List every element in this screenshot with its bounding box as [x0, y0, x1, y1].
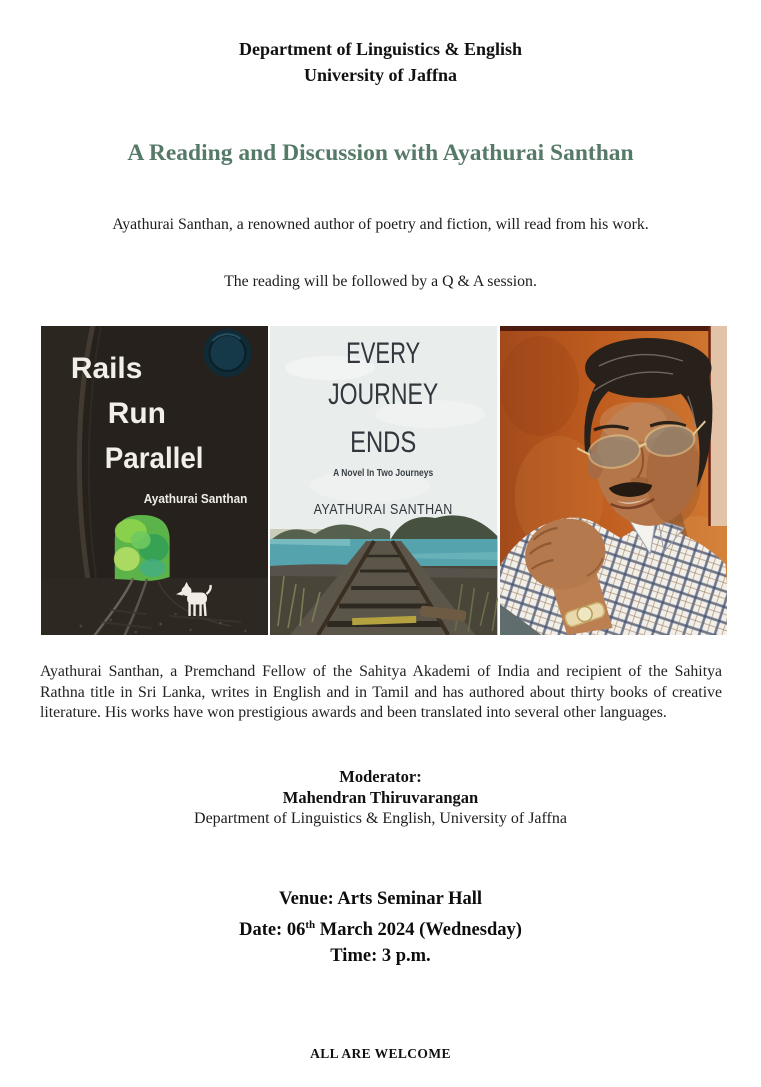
book1-title-word-3: Parallel: [104, 441, 204, 476]
moderator-name: Mahendran Thiruvarangan: [282, 788, 479, 807]
book-cover-journey-art: [270, 326, 497, 635]
wall-top-edge: [500, 326, 727, 331]
book2-title-word-2: JOURNEY: [328, 378, 439, 411]
author-photo-art: [500, 326, 727, 635]
author-bio: Ayathurai Santhan, a Premchand Fellow of the Sahitya Akademi of India and recipient of the Sahitya Rathna title in Sri Lanka, writes in English and in Tamil and has authored about thirty books of creative literature. His works have won prestigious awards and been translated into several other languages.: [40, 663, 722, 722]
event-time: Time: 3 p.m.: [330, 946, 431, 967]
event-date: [0, 912, 761, 943]
book-cover-rails-art: [41, 326, 268, 635]
header: [0, 36, 761, 88]
author-photo: [500, 326, 727, 635]
book2-subtitle: A Novel In Two Journeys: [333, 467, 434, 479]
image-strip: [41, 326, 727, 635]
seal-stamp: [204, 329, 252, 377]
event-venue: Venue: Arts Seminar Hall: [279, 889, 482, 909]
footer-welcome: ALL ARE WELCOME: [310, 1046, 451, 1061]
book1-author: Ayathurai Santhan: [143, 490, 248, 507]
event-title: A Reading and Discussion with Ayathurai Santhan: [127, 140, 634, 166]
tunnel-floor: [41, 578, 268, 635]
moderator-affiliation: Department of Linguistics & English, University of Jaffna: [194, 810, 567, 827]
header-university: University of Jaffna: [304, 65, 457, 85]
intro-line-2: The reading will be followed by a Q & A session.: [224, 273, 537, 290]
event-date-prefix: Date: 06: [239, 920, 306, 941]
book2-title-word-1: EVERY: [346, 337, 421, 370]
event-details: [0, 886, 761, 969]
book1-title-word-2: Run: [107, 396, 166, 431]
book1-title-word-1: Rails: [70, 351, 143, 386]
door-frame: [709, 326, 727, 526]
book2-title-word-3: ENDS: [350, 426, 417, 459]
intro-line-1: Ayathurai Santhan, a renowned author of poetry and fiction, will read from his work.: [112, 216, 649, 233]
event-date-suffix: March 2024 (Wednesday): [315, 920, 522, 941]
tunnel-exit: [114, 515, 170, 581]
moderator-section: [0, 766, 761, 829]
moderator-label: Moderator:: [339, 767, 422, 786]
book2-author: AYATHURAI SANTHAN: [313, 502, 454, 518]
header-department: Department of Linguistics & English: [238, 39, 523, 59]
book-cover-rails-run-parallel: [41, 326, 268, 635]
event-date-ordinal: th: [305, 919, 316, 931]
book-cover-every-journey-ends: [270, 326, 497, 635]
